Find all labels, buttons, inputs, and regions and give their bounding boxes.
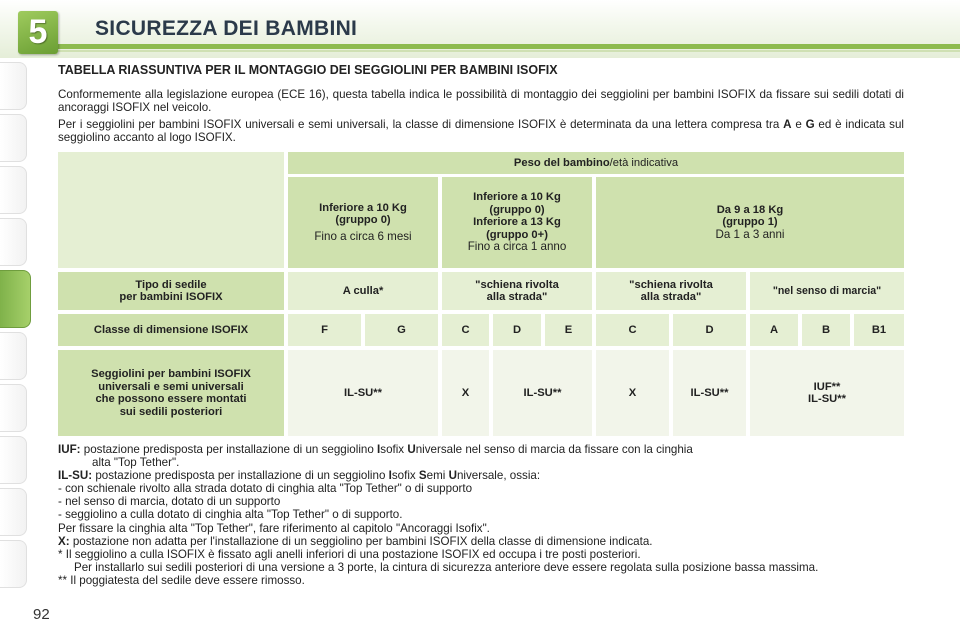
note-iuf-text-a: postazione predisposta per installazione di un seggiolino: [80, 443, 378, 456]
rear-seats-label-l4: sui sedili posteriori: [119, 405, 223, 418]
footnotes: [58, 443, 904, 587]
size-class-d-1: D: [493, 314, 541, 346]
group-0plus-line2: (gruppo 0): [489, 203, 545, 216]
note-dash-3: - seggiolino a culla dotato di cinghia alta "Top Tether" o di supporto.: [58, 508, 403, 522]
seat-type-forward-facing: "nel senso di marcia": [750, 272, 904, 310]
rear-facing-2-l2: alla strada": [640, 291, 702, 303]
intro-p2-text-b: e: [791, 118, 806, 131]
rear-seats-forward-value: [750, 350, 904, 436]
weight-header: [288, 152, 904, 174]
seat-type-label-l1: Tipo di sedile: [135, 278, 207, 291]
note-star-1-cont: Per installarlo sui sedili posteriori di una versione a 3 porte, la cintura di sicurezza anteriore deve essere regolata sulla posizione bassa massima.: [74, 560, 819, 574]
rear-seats-class-de-value: IL-SU**: [493, 350, 592, 436]
note-iuf-text-c: sofix: [380, 443, 408, 456]
intro-p2-letter-a: A: [783, 118, 792, 131]
side-tab-8[interactable]: [0, 436, 27, 484]
note-x-term: X:: [58, 534, 70, 548]
size-class-c-1: C: [442, 314, 489, 346]
seat-type-cot: A culla*: [288, 272, 438, 310]
rear-seats-class-d2-value: IL-SU**: [673, 350, 746, 436]
seat-type-rear-facing-2: [596, 272, 746, 310]
rear-seats-forward-ilsu: IL-SU**: [808, 393, 846, 405]
note-iuf-letter-u: U: [407, 443, 416, 456]
group-0plus-header: [442, 177, 592, 268]
size-class-b: B: [802, 314, 850, 346]
note-iuf: [58, 443, 904, 456]
note-iuf-cont: alta "Top Tether".: [92, 456, 180, 470]
group-0plus-line4: (gruppo 0+): [486, 228, 548, 241]
note-ilsu-text-e: emi: [426, 469, 449, 483]
rear-seats-label-l3: che possono essere montati: [95, 393, 247, 405]
page-number: 92: [33, 606, 50, 623]
row-size-class-label: Classe di dimensione ISOFIX: [58, 314, 284, 346]
side-tab-6[interactable]: [0, 332, 27, 380]
note-star-2: ** Il poggiatesta del sedile deve essere rimosso.: [58, 573, 305, 587]
side-tab-3[interactable]: [0, 166, 27, 214]
note-ilsu: [58, 469, 904, 482]
size-class-a: A: [750, 314, 798, 346]
header-rule: [40, 44, 960, 49]
group-0plus-age: Fino a circa 1 anno: [467, 240, 567, 254]
group-0-header: [288, 177, 438, 268]
rear-facing-1-l2: alla strada": [486, 291, 548, 303]
group-0plus-line1: Inferiore a 10 Kg: [473, 191, 561, 204]
intro-p2-letter-g: G: [805, 118, 815, 131]
note-iuf-letter-i: I: [377, 443, 381, 456]
note-ilsu-term: IL-SU:: [58, 469, 93, 483]
chapter-number: 5: [28, 13, 48, 51]
size-class-d-2: D: [673, 314, 746, 346]
group-1-header: [596, 177, 904, 268]
rear-seats-cot-value: IL-SU**: [288, 350, 438, 436]
seat-type-rear-facing-1: [442, 272, 592, 310]
side-tab-7[interactable]: [0, 384, 27, 432]
size-class-e: E: [545, 314, 592, 346]
size-class-f: F: [288, 314, 361, 346]
rear-seats-label-l2: universali e semi universali: [98, 380, 244, 393]
group-0plus-line3: Inferiore a 13 Kg: [473, 216, 561, 229]
note-ilsu-text-g: niversale, ossia:: [456, 469, 541, 483]
note-ilsu-text-c: sofix: [391, 469, 419, 483]
rear-facing-1-l1: "schiena rivolta: [475, 278, 559, 291]
isofix-summary-table: [58, 150, 904, 438]
note-ilsu-letter-i: I: [388, 469, 392, 483]
group-0-line2: (gruppo 0): [335, 214, 391, 227]
side-tab-2[interactable]: [0, 114, 27, 162]
group-0-age: Fino a circa 6 mesi: [314, 229, 412, 243]
note-dash-2: - nel senso di marcia, dotato di un supporto: [58, 495, 281, 509]
rear-seats-label-l1: Seggiolini per bambini ISOFIX: [91, 368, 251, 380]
note-ilsu-letter-u: U: [448, 469, 457, 483]
group-1-line1: Da 9 a 18 Kg: [716, 203, 784, 216]
intro-paragraph-1: Conformemente alla legislazione europea (ECE 16), questa tabella indica le possibilità di montaggio dei seggiolini per bambini ISOFIX da fissare sui sedili dotati di ancoraggi ISOFIX nel veicolo.: [58, 88, 904, 114]
note-ilsu-letter-s: S: [418, 469, 427, 483]
size-class-b1: B1: [854, 314, 904, 346]
group-0-line1: Inferiore a 10 Kg: [319, 201, 407, 214]
chapter-badge: [18, 11, 58, 54]
weight-header-rest: /età indicativa: [609, 156, 679, 169]
intro-p2-text-a: Per i seggiolini per bambini ISOFIX universali e semi universali, la classe di dimensione ISOFIX è determinata da una lettera compresa tra: [58, 118, 784, 131]
section-title: TABELLA RIASSUNTIVA PER IL MONTAGGIO DEI SEGGIOLINI PER BAMBINI ISOFIX: [58, 63, 558, 77]
note-x-text: postazione non adatta per l'installazione di un seggiolino per bambini ISOFIX della classe di dimensione indicata.: [69, 534, 653, 548]
rear-seats-class-c2-value: X: [596, 350, 669, 436]
page-title: SICUREZZA DEI BAMBINI: [95, 17, 358, 40]
note-star-1: * Il seggiolino a culla ISOFIX è fissato agli anelli inferiori di una postazione ISOFIX ed occupa i tre posti posteriori.: [58, 547, 641, 561]
side-tab-9[interactable]: [0, 488, 27, 536]
side-tab-1[interactable]: [0, 62, 27, 110]
row-seat-type-label: [58, 272, 284, 310]
note-dash-1: - con schienale rivolto alla strada dotato di cinghia alta "Top Tether" o di supporto: [58, 482, 473, 496]
header-rule-light: [40, 50, 960, 52]
table-corner-cell: [58, 152, 284, 268]
side-tab-4[interactable]: [0, 218, 27, 266]
rear-seats-class-c1-value: X: [442, 350, 489, 436]
intro-paragraph-2: [58, 118, 904, 144]
note-ilsu-text-a: postazione predisposta per installazione di un seggiolino: [92, 469, 389, 483]
note-iuf-text-e: niversale nel senso di marcia da fissare con la cinghia: [415, 443, 693, 456]
size-class-g: G: [365, 314, 438, 346]
side-tab-10[interactable]: [0, 540, 27, 588]
size-class-c-2: C: [596, 314, 669, 346]
weight-header-bold: Peso del bambino: [513, 156, 610, 169]
group-1-age: Da 1 a 3 anni: [715, 227, 785, 241]
note-top-tether: Per fissare la cinghia alta "Top Tether", fare riferimento al capitolo "Ancoraggi Isofix".: [58, 521, 490, 535]
note-x: [58, 535, 904, 548]
note-iuf-term: IUF:: [58, 443, 81, 456]
seat-type-label-l2: per bambini ISOFIX: [119, 291, 223, 303]
rear-seats-forward-iuf: IUF**: [813, 380, 841, 393]
group-1-line2: (gruppo 1): [722, 216, 778, 229]
row-rear-seats-label: [58, 350, 284, 436]
side-tab-5-active[interactable]: [0, 270, 31, 328]
intro-p2-text-c: ed è indicata sul seggiolino accanto al logo ISOFIX.: [58, 118, 904, 144]
rear-facing-2-l1: "schiena rivolta: [629, 278, 713, 291]
